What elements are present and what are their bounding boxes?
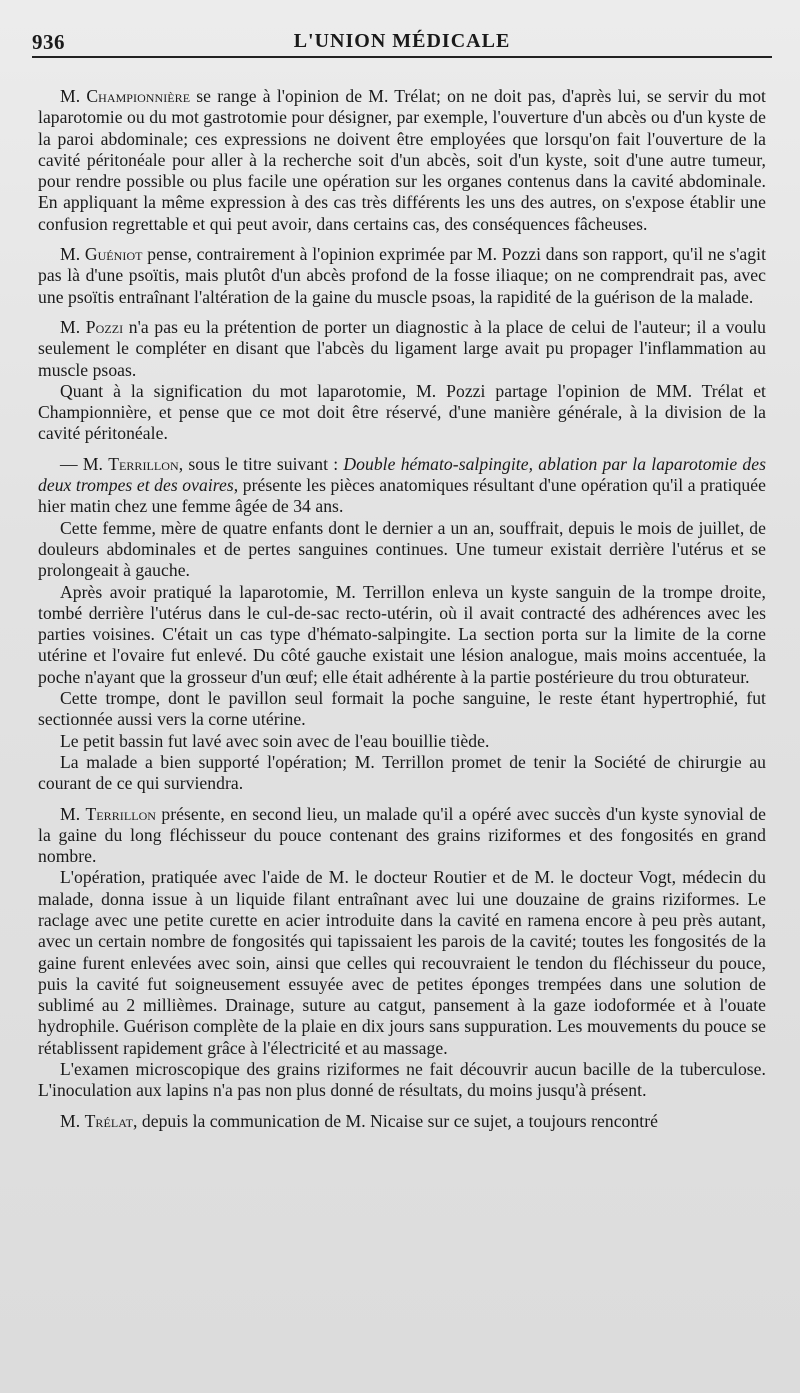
paragraph-text: se range à l'opinion de M. Trélat; on ne doit pas, d'après lui, se servir du mot laparotomie ou du mot gastrotomie pour désigner, par exemple, l'ouverture d'un abcès ou d'un kyste de la paroi abdominale; ces expressions ne doivent être employées que lorsqu'on fait l'ouverture de la cavité péritonéale pour aller à la recherche soit d'un abcès, soit d'un kyste, soit d'une autre tumeur, pour rendre possible ou plus facile une opération sur les organes contenus dans la cavité abdominale. En appliquant la même expression à des cas très différents les uns des autres, on s'expose établir une confusion regrettable et qui peut avoir, dans certains cas, des conséquences fâcheuses. bbox=[38, 86, 766, 234]
paragraph-text: pense, contrairement à l'opinion exprimée par M. Pozzi dans son rapport, qu'il ne s'agit pas là d'une psoïtis, mais plutôt d'un abcès profond de la fosse iliaque; on ne comprendrait pas, avec une psoïtis entraînant l'altération de la gaine du muscle psoas, la rapidité de la guérison de la malade. bbox=[38, 244, 767, 307]
paragraph-text: L'opération, pratiquée avec l'aide de M. le docteur Routier et de M. le docteur Vogt, médecin du malade, donna issue à un liquide filant entraînant avec lui une douzaine de grains riziformes. Le raclage avec une petite curette en acier introduite dans la cavité en ramena encore à peu près autant, avec un certain nombre de fongosités qui tapissaient les parois de la cavité; toutes les fongosités de la gaine furent enlevées avec soin, ainsi que celles qui recouvraient le tendon du fléchisseur du pouce, puis la cavité fut soigneusement essuyée avec de petites éponges trempées dans une solution de sublimé au 2 millièmes. Drainage, suture au catgut, pansement à la gaze iodoformée et à l'ouate hydrophile. Guérison complète de la plaie en dix jours sans suppuration. Les mouvements du pouce se rétablissent rapidement grâce à l'électricité et au massage. bbox=[38, 867, 766, 1058]
paragraph-text: M. bbox=[60, 244, 85, 265]
paragraph bbox=[38, 752, 766, 795]
paragraph bbox=[38, 317, 766, 381]
paragraph bbox=[38, 688, 766, 731]
paragraph bbox=[38, 1059, 766, 1102]
speaker-name: Championnière bbox=[86, 86, 191, 106]
speaker-name: Terrillon bbox=[108, 453, 179, 474]
paragraph-text: Le petit bassin fut lavé avec soin avec de l'eau bouillie tiède. bbox=[60, 730, 490, 751]
paragraph bbox=[38, 582, 766, 688]
paragraph-text: , présente les pièces anatomiques résultant d'une opération qu'il a pratiquée hier matin chez une femme âgée de 34 ans. bbox=[38, 475, 766, 517]
speaker-name: Terrillon bbox=[85, 803, 157, 824]
paragraph bbox=[38, 454, 766, 518]
paragraph bbox=[38, 731, 766, 752]
paragraph-text: M. bbox=[60, 803, 86, 824]
paragraph bbox=[38, 867, 766, 1059]
paragraph bbox=[38, 86, 766, 235]
paragraph-text: Cette trompe, dont le pavillon seul formait la poche sanguine, le reste étant hypertrophié, fut sectionnée aussi vers la corne utérine. bbox=[38, 688, 766, 730]
paragraph bbox=[38, 518, 766, 582]
speaker-name: Guéniot bbox=[84, 244, 143, 265]
paragraph-text: , depuis la communication de M. Nicaise sur ce sujet, a toujours rencontré bbox=[132, 1110, 658, 1131]
paragraph bbox=[38, 1111, 766, 1132]
paragraph-text: , sous le titre suivant : bbox=[178, 453, 344, 474]
paragraph-text: L'examen microscopique des grains riziformes ne fait découvrir aucun bacille de la tuberculose. L'inoculation aux lapins n'a pas non plus donné de résultats, du moins jusqu'à présent. bbox=[38, 1059, 766, 1101]
presentation-title: Double hémato-salpingite, ablation par la laparotomie des deux trompes et des ovaires bbox=[38, 453, 766, 496]
paragraph-text: Cette femme, mère de quatre enfants dont le dernier a un an, souffrait, depuis le mois de juillet, de douleurs abdominales et de pertes sanguines continues. Une tumeur existait derrière l'utérus et se prolongeait à gauche. bbox=[38, 517, 766, 581]
paragraph-text: M. bbox=[60, 316, 86, 337]
paragraph-text: M. bbox=[60, 86, 87, 106]
paragraph-text: M. bbox=[60, 1110, 85, 1131]
paragraph-text: n'a pas eu la prétention de porter un diagnostic à la place de celui de l'auteur; il a voulu seulement le compléter en disant que l'abcès du ligament large avait pu propager l'inflammation au muscle psoas. bbox=[38, 316, 766, 380]
paragraph bbox=[38, 381, 766, 445]
paragraph-text: Après avoir pratiqué la laparotomie, M. Terrillon enleva un kyste sanguin de la trompe droite, tombé derrière l'utérus dans le cul-de-sac recto-utérin, où il avait contracté des adhérences avec les parties voisines. C'était un cas type d'hémato-salpingite. La section porta sur la limite de la corne utérine et l'ovaire fut enlevé. Du côté gauche existait une lésion analogue, mais moins accentuée, la poche n'ayant que la grosseur d'un œuf; elle était adhérente à la partie postérieure du trou obturateur. bbox=[38, 581, 766, 687]
paragraph-text: présente, en second lieu, un malade qu'il a opéré avec succès d'un kyste synovial de la gaine du long fléchisseur du pouce contenant des grains riziformes et des fongosités en grand nombre. bbox=[38, 803, 766, 867]
paragraph-text: — M. bbox=[60, 453, 109, 474]
running-header bbox=[32, 22, 772, 58]
speaker-name: Trélat bbox=[84, 1110, 133, 1131]
article-body bbox=[38, 86, 766, 1132]
paragraph-text: La malade a bien supporté l'opération; M. Terrillon promet de tenir la Société de chirurgie au courant de ce qui surviendra. bbox=[38, 751, 766, 794]
paragraph-text: Quant à la signification du mot laparotomie, M. Pozzi partage l'opinion de MM. Trélat et Championnière, et pense que ce mot doit être réservé, d'une manière générale, à la division de la cavité péritonéale. bbox=[38, 380, 766, 444]
page-number: 936 bbox=[32, 30, 65, 54]
paragraph bbox=[38, 804, 766, 868]
journal-title: L'UNION MÉDICALE bbox=[293, 30, 511, 52]
speaker-name: Pozzi bbox=[85, 316, 124, 337]
paragraph bbox=[38, 244, 766, 308]
